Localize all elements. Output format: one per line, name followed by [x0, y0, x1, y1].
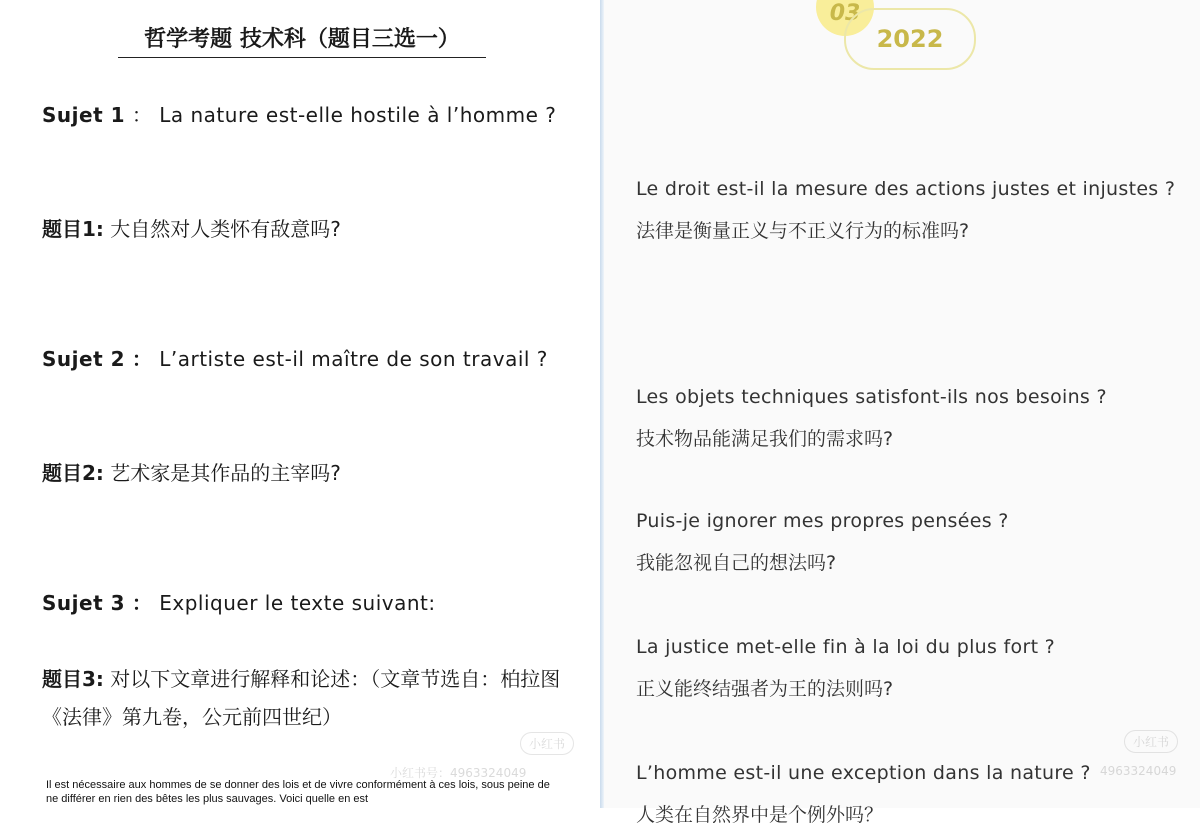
question-5-fr: L’homme est-il une exception dans la nature ?	[636, 762, 1091, 784]
badge-number: 03	[816, 0, 874, 36]
watermark-id-right: 4963324049	[1100, 764, 1177, 778]
subject-1-zh-text: 大自然对人类怀有敌意吗?	[110, 217, 341, 241]
subject-3-zh	[42, 660, 562, 736]
question-3-zh: 我能忽视自己的想法吗?	[636, 552, 837, 574]
watermark-logo-right: 小红书	[1124, 730, 1178, 753]
subject-1-zh	[42, 210, 562, 248]
left-page	[0, 0, 600, 808]
year-badge: 2022	[844, 8, 976, 70]
question-4	[636, 626, 1176, 710]
subject-2-zh-text: 艺术家是其作品的主宰吗?	[110, 461, 341, 485]
question-2-zh: 技术物品能满足我们的需求吗?	[636, 428, 894, 450]
question-2-fr: Les objets techniques satisfont-ils nos besoins ?	[636, 386, 1107, 408]
subject-2-text: L’artiste est-il maître de son travail ?	[159, 347, 548, 371]
question-1-fr: Le droit est-il la mesure des actions justes et injustes ?	[636, 178, 1176, 200]
page-title: 哲学考题 技术科（题目三选一）	[118, 22, 486, 58]
right-page	[604, 0, 1200, 826]
subject-3-zh-text: 对以下文章进行解释和论述：（文章节选自：柏拉图《法律》第九卷，公元前四世纪）	[42, 667, 561, 729]
subject-2-sep: ：	[131, 347, 153, 371]
subject-1-sep: ：	[131, 103, 153, 127]
subject-1-zh-label: 题目1:	[42, 217, 104, 241]
question-5	[636, 752, 1176, 836]
watermark-logo: 小红书	[520, 732, 574, 755]
subject-2-label: Sujet 2	[42, 347, 126, 371]
question-3-fr: Puis-je ignorer mes propres pensées ?	[636, 510, 1009, 532]
subject-1-fr	[42, 96, 562, 134]
question-3	[636, 500, 1176, 584]
subject-2-zh	[42, 454, 562, 492]
subject-2-zh-label: 题目2:	[42, 461, 104, 485]
subject-3-fr	[42, 584, 562, 622]
subject-3-sep: ：	[131, 591, 153, 615]
question-5-zh: 人类在自然界中是个例外吗？	[636, 804, 884, 826]
subject-1-label: Sujet 1	[42, 103, 126, 127]
question-4-fr: La justice met-elle fin à la loi du plus fort ?	[636, 636, 1056, 658]
question-1	[636, 168, 1176, 252]
subject-3-text: Expliquer le texte suivant:	[159, 591, 436, 615]
excerpt-text: Il est nécessaire aux hommes de se donner des lois et de vivre conformément à ces lois, sous peine de ne différer en rien des bêtes les plus sauvages. Voici quelle en est	[46, 779, 550, 805]
watermark-id: 小红书号：4963324049	[390, 766, 527, 780]
question-2	[636, 376, 1176, 460]
subject-2-fr	[42, 340, 562, 378]
subject-3-zh-label: 题目3:	[42, 667, 104, 691]
question-1-zh: 法律是衡量正义与不正义行为的标准吗?	[636, 220, 970, 242]
subject-3-label: Sujet 3	[42, 591, 126, 615]
subject-1-text: La nature est-elle hostile à l’homme ?	[159, 103, 557, 127]
question-4-zh: 正义能终结强者为王的法则吗?	[636, 678, 894, 700]
